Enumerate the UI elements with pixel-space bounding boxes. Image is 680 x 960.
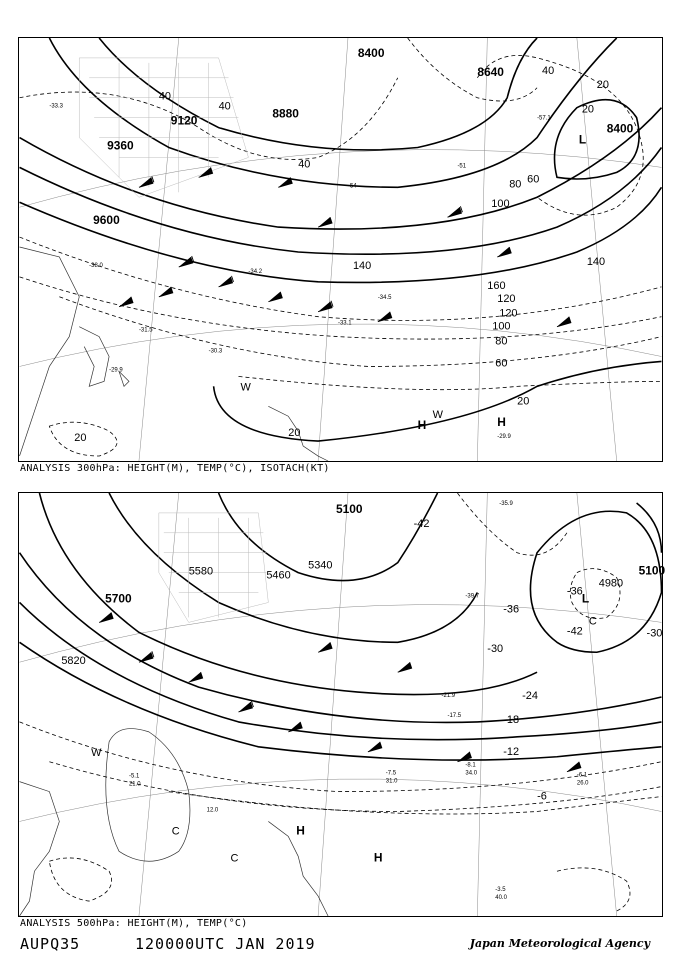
- height-contours: [20, 38, 662, 441]
- temp-obs: -57.1: [537, 115, 551, 122]
- dewpoint-obs: 31.0: [385, 778, 398, 785]
- height-label: 5340: [308, 559, 333, 572]
- height-label: 5100: [336, 501, 363, 516]
- agency-name: Japan Meteorological Agency: [469, 937, 650, 950]
- graticule: [20, 493, 662, 916]
- isotach-label: 140: [586, 255, 606, 268]
- isotherm-label: -30: [646, 627, 663, 640]
- height-contours: [20, 493, 662, 760]
- high-pressure-marker: H: [373, 850, 383, 865]
- isotach-label: 40: [298, 158, 311, 171]
- temp-obs: -33.1: [338, 320, 352, 327]
- isotach-label: 80: [509, 178, 522, 191]
- temp-obs: -5.1: [129, 773, 140, 780]
- height-label: 5460: [266, 569, 291, 582]
- low-pressure-marker: L: [581, 591, 590, 606]
- isotherm-label: -18: [503, 713, 520, 726]
- temp-obs: -39.7: [465, 593, 480, 600]
- isotherm-label: -12: [503, 745, 520, 758]
- dewpoint-obs: 12.0: [206, 807, 219, 814]
- dewpoint-obs: 26.0: [576, 780, 589, 787]
- isotach-label: 20: [581, 103, 595, 116]
- isotach-label: 60: [527, 173, 540, 186]
- cold-marker: C: [230, 852, 239, 865]
- height-label: 5100: [638, 563, 666, 578]
- height-label: 8400: [357, 45, 385, 60]
- chart-300hpa-svg: [19, 38, 662, 461]
- isotach-label: 40: [218, 100, 231, 113]
- temp-obs: -29.9: [497, 434, 511, 441]
- low-pressure-marker: L: [578, 132, 587, 147]
- cold-marker: C: [171, 825, 180, 838]
- temp-obs: -31.5: [138, 327, 153, 334]
- chart-300hpa: [18, 37, 663, 462]
- isotach-label: 20: [74, 432, 87, 445]
- product-code: AUPQ35: [20, 935, 81, 953]
- height-label: 8640: [477, 64, 504, 79]
- dewpoint-obs: 34.0: [465, 770, 478, 777]
- high-pressure-marker: H: [417, 418, 427, 433]
- temp-obs: -6.1: [576, 772, 588, 779]
- temp-obs: -54: [347, 183, 357, 190]
- chart-500hpa-svg: [19, 493, 666, 916]
- height-label: 8880: [272, 106, 299, 121]
- temp-obs: -21.9: [441, 693, 456, 700]
- temp-obs: -38.0: [89, 262, 103, 269]
- isotach-label: 100: [492, 320, 511, 333]
- isotach-label: 60: [495, 357, 508, 370]
- isotach-label: 40: [158, 90, 172, 103]
- isotach-label: 120: [499, 307, 518, 320]
- isotherm-label: -36: [566, 585, 583, 598]
- height-label: 8400: [606, 121, 634, 136]
- isotherm-label: -42: [566, 625, 583, 638]
- isotherm-label: -24: [522, 690, 538, 703]
- temp-obs: -35.9: [499, 500, 513, 507]
- isotach-label: 80: [495, 335, 508, 348]
- height-label: 9120: [170, 113, 198, 128]
- isotach-label: 20: [517, 395, 530, 408]
- temp-obs: -51: [457, 163, 467, 170]
- isotach-label: 20: [596, 78, 609, 91]
- isotherm-lines: [20, 493, 662, 911]
- dewpoint-obs: 21.0: [129, 781, 141, 788]
- isotach-label: 20: [288, 427, 301, 440]
- temp-obs: -7.5: [385, 770, 397, 777]
- isotach-label: 140: [352, 259, 372, 272]
- high-pressure-marker: H: [497, 415, 506, 430]
- hatch-region: [79, 58, 248, 197]
- temp-obs: -29.9: [109, 367, 123, 374]
- high-pressure-marker: H: [296, 823, 305, 838]
- temp-obs: -30.3: [208, 348, 223, 355]
- cold-marker: C: [588, 615, 597, 628]
- isotherm-label: -42: [413, 517, 430, 530]
- graticule: [20, 38, 662, 461]
- height-label: 5820: [61, 655, 86, 668]
- isotach-label: 100: [491, 198, 510, 211]
- height-label: 9600: [93, 213, 120, 228]
- valid-time: 120000UTC JAN 2019: [135, 935, 316, 953]
- height-label: 9360: [107, 138, 134, 153]
- height-label: 5580: [188, 565, 214, 578]
- warm-marker: W: [432, 409, 443, 422]
- isotach-lines: [20, 38, 662, 456]
- isotach-label: 40: [542, 64, 555, 77]
- temp-obs: -34.2: [248, 268, 263, 275]
- dewpoint-obs: 40.0: [495, 895, 507, 902]
- isotherm-label: -30: [487, 643, 504, 656]
- caption-300hpa: ANALYSIS 300hPa: HEIGHT(M), TEMP(°C), ISOTACH(KT): [20, 463, 330, 474]
- temp-obs: -3.5: [495, 887, 506, 894]
- temp-obs: -8.1: [465, 762, 476, 769]
- caption-500hpa: ANALYSIS 500hPa: HEIGHT(M), TEMP(°C): [20, 918, 248, 929]
- warm-marker: W: [240, 381, 251, 394]
- isotherm-label: -6: [537, 790, 547, 803]
- chart-500hpa: [18, 492, 666, 917]
- coastline: [20, 247, 329, 461]
- temp-obs: -17.5: [447, 712, 462, 719]
- temp-obs: -34.5: [377, 294, 392, 301]
- isotherm-label: -36: [503, 603, 520, 616]
- height-label: 5700: [105, 591, 132, 606]
- isotach-label: 160: [487, 279, 506, 292]
- warm-marker: W: [91, 746, 102, 759]
- isotach-label: 120: [497, 292, 516, 305]
- temp-obs: -33.3: [49, 103, 63, 110]
- coastline: [20, 729, 329, 916]
- height-label: 4980: [598, 577, 624, 590]
